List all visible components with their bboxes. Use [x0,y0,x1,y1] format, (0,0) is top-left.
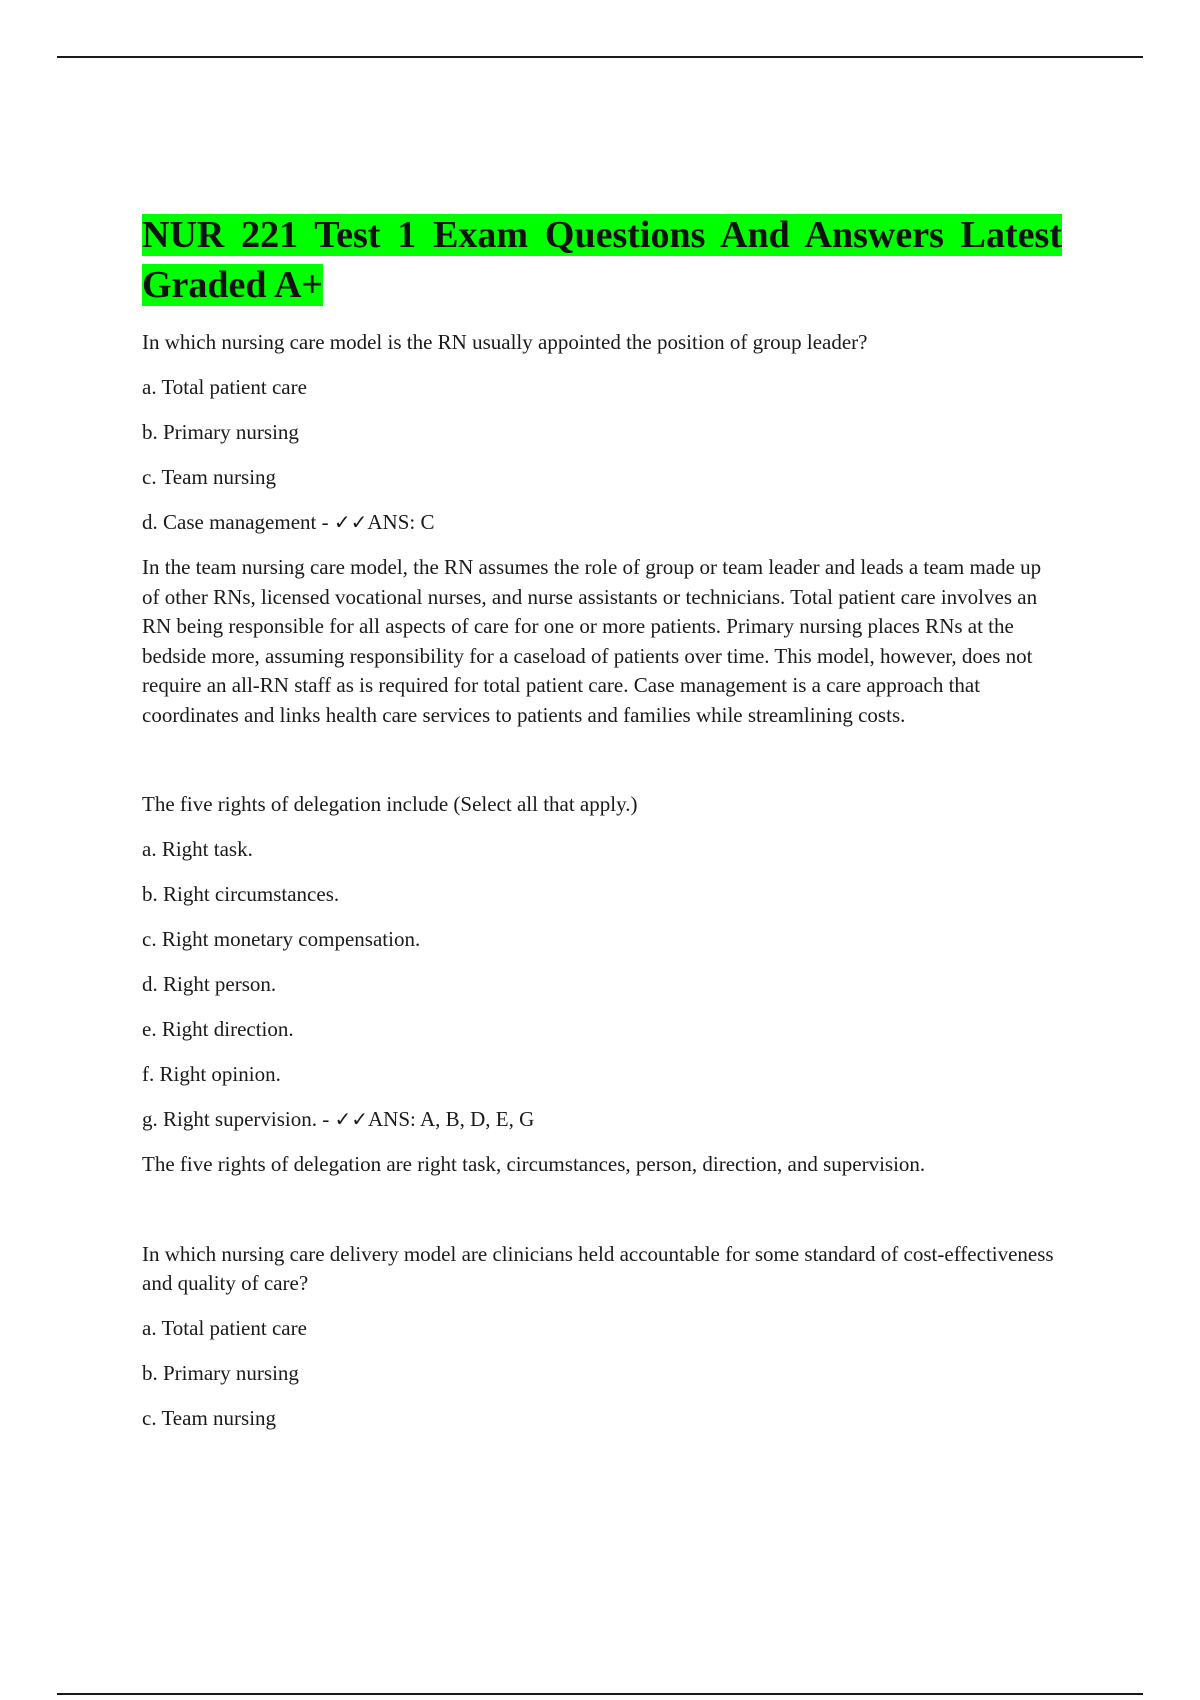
question-prompt: In which nursing care delivery model are clinicians held accountable for some standard of cost-effectiveness and quality of care? [142,1241,1054,1295]
answer-option: c. Team nursing [142,1405,277,1430]
answer-option: b. Primary nursing [142,420,299,444]
check-marks-icon: ✓✓ [334,1107,369,1131]
answer-option: b. Primary nursing [142,1360,299,1385]
answer-option: g. Right supervision. - [142,1107,335,1131]
header-rule [57,56,1143,58]
answer-explanation: The five rights of delegation are right task, circumstances, person, direction, and supervision. [142,1152,926,1176]
answer-option: d. Right person. [142,972,277,996]
footer-rule [57,1693,1143,1695]
question-prompt: In which nursing care model is the RN usually appointed the position of group leader? [142,330,868,354]
question-3 [142,1240,1062,1433]
document-body [142,210,1062,1449]
question-1 [142,328,1062,730]
answer-option-with-key [142,508,1062,537]
answer-option: a. Total patient care [142,1315,307,1340]
spacer [142,730,1062,790]
title-highlight: NUR 221 Test 1 Exam Questions And Answers Latest Graded A+ [142,214,1062,306]
question-prompt: The five rights of delegation include (Select all that apply.) [142,792,638,816]
answer-option: f. Right opinion. [142,1062,281,1086]
answer-option: a. Total patient care [142,375,307,399]
answer-option: b. Right circumstances. [142,882,340,906]
check-marks-icon: ✓✓ [333,510,368,534]
answer-explanation: In the team nursing care model, the RN assumes the role of group or team leader and leads a team made up of other RNs, licensed vocational nurses, and nurse assistants or technicians. Total patient care involves an RN being responsible for all aspects of care for one or more patients. Primary nursing places RNs at the bedside more, assuming responsibility for a caseload of patients over time. This model, however, does not require an all-RN staff as is required for total patient care. Case management is a care approach that coordinates and links health care services to patients and families while streamlining costs. [142,555,1042,727]
document-title [142,210,1062,310]
answer-key: ANS: A, B, D, E, G [368,1107,535,1131]
answer-option-with-key [142,1105,1062,1134]
answer-option: c. Team nursing [142,465,277,489]
question-2 [142,790,1062,1180]
answer-option: e. Right direction. [142,1017,294,1041]
answer-option: a. Right task. [142,837,253,861]
answer-option: c. Right monetary compensation. [142,927,421,951]
spacer [142,1180,1062,1240]
answer-option: d. Case management - [142,510,334,534]
answer-key: ANS: C [367,510,435,534]
